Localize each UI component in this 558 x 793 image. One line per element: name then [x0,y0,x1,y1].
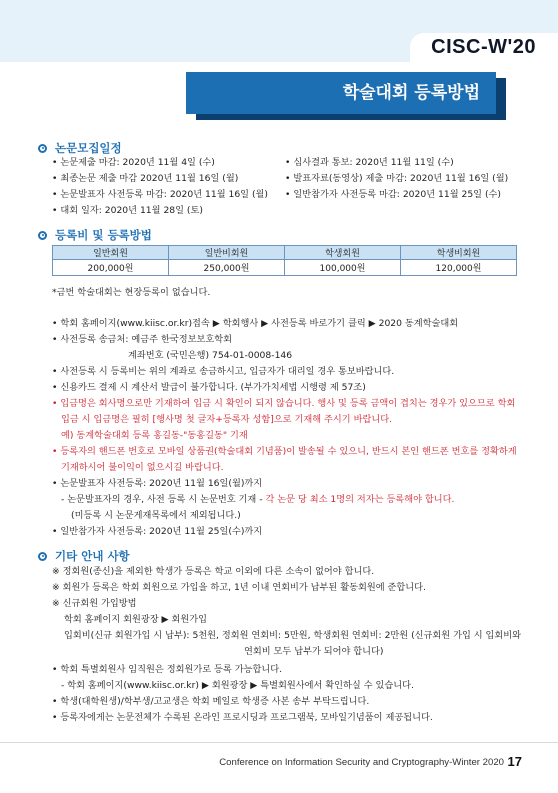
other-line: - 학회 홈페이지(www.kiisc.or.kr) ▶ 회원광장 ▶ 특별회원사에서 확인하실 수 있습니다. [61,680,414,691]
method-line-warning: • 등록자의 핸드폰 번호로 모바일 상품권(학술대회 기념품)이 발송될 수 있으니, 반드시 본인 핸드폰 번호를 정확하게 [52,446,517,457]
fee-table-row [53,260,517,276]
schedule-left-3: • 논문발표자 사전등록 마감: 2020년 11월 16일 (월) [52,189,269,200]
method-line: • 사전등록 시 등록비는 위의 계좌로 송금하시고, 입금자가 대리일 경우 통보바랍니다. [52,366,395,377]
target-bullet-icon [38,552,47,561]
other-line: ※ 회원가 등록은 학회 회원으로 가입을 하고, 1년 이내 연회비가 납부된 활동회원에 준합니다. [52,582,426,593]
schedule-left-2: • 최종논문 제출 마감 2020년 11월 16일 (월) [52,173,239,184]
method-line: • 논문발표자 사전등록: 2020년 11월 16일(월)까지 [52,478,263,489]
fee-table-header-row [53,246,517,260]
fee-header-cell: 학생비회원 [401,246,517,260]
fee-value-cell: 120,000원 [401,260,517,276]
section-heading-other [38,548,130,564]
method-line-part: - 논문발표자의 경우, 사전 등록 시 논문번호 기재 - [61,494,263,505]
schedule-left-1: • 논문제출 마감: 2020년 11월 4일 (수) [52,157,215,168]
schedule-right-3: • 일반참가자 사전등록 마감: 2020년 11월 25일 (수) [285,189,502,200]
fee-header-cell: 학생회원 [285,246,401,260]
page-number: 17 [507,754,522,769]
method-line-warning: 예) 동계학술대회 등록 홍길동-"동홍길동" 기재 [61,430,248,441]
section-title: 등록비 및 등록방법 [55,228,152,242]
other-line: 학회 홈페이지 회원광장 ▶ 회원가입 [64,614,207,625]
fee-value-cell: 200,000원 [53,260,169,276]
schedule-right-2: • 발표자료(동영상) 제출 마감: 2020년 11월 16일 (월) [285,173,509,184]
method-line: • 학회 홈페이지(www.kiisc.or.kr)접속 ▶ 학회행사 ▶ 사전등록 바로가기 클릭 ▶ 2020 동계학술대회 [52,318,459,329]
method-line: 계좌번호 (국민은행) 754-01-0008-146 [128,350,293,361]
section-title: 논문모집일정 [55,141,122,155]
other-line: 입회비(신규 회원가입 시 납부): 5천원, 정회원 연회비: 5만원, 학생회원 연회비: 2만원 (신규회원 가입 시 입회비와 [64,630,522,641]
brand-logo: CISC-W'20 [431,36,536,58]
other-line: • 학회 특별회원사 임직원은 정회원가로 등록 가능합니다. [52,664,282,675]
other-line: 연회비 모두 납부가 되어야 합니다) [244,646,384,657]
method-line: • 사전등록 송금처: 예금주 한국정보보호학회 [52,334,232,345]
other-line: • 학생(대학원생)/학부생/고교생은 학회 메일로 학생증 사본 송부 부탁드립니다. [52,696,370,707]
method-line: • 일반참가자 사전등록: 2020년 11월 25일(수)까지 [52,526,263,537]
fee-value-cell: 100,000원 [285,260,401,276]
footer-divider [0,742,558,743]
section-heading-schedule [38,140,122,156]
other-line: • 등록자에게는 논문전체가 수록된 온라인 프로시딩과 프로그램북, 모바일기념품이 제공됩니다. [52,712,433,723]
schedule-left-4: • 대회 일자: 2020년 11월 28일 (토) [52,205,203,216]
fee-value-cell: 250,000원 [169,260,285,276]
page-title: 학술대회 등록방법 [342,83,480,103]
fee-header-cell: 일반회원 [53,246,169,260]
method-line [61,494,454,506]
method-line-warning: 기재하시어 불이익이 없으시길 바랍니다. [61,462,224,473]
section-heading-fees [38,227,152,243]
fee-header-cell: 일반비회원 [169,246,285,260]
other-line: ※ 정회원(종신)을 제외한 학생가 등록은 학교 이외에 다른 소속이 없어야 합니다. [52,566,375,577]
method-line: (미등록 시 논문게재목록에서 제외됩니다.) [71,510,241,521]
method-line-warning: 입금 시 입금명은 필히 [행사명 첫 글자+등록자 성함]으로 기재해 주시기 바랍니다. [61,414,392,425]
fee-note: *금번 학술대회는 현장등록이 없습니다. [52,287,211,298]
schedule-right-1: • 심사결과 통보: 2020년 11월 11일 (수) [285,157,454,168]
method-line-warning-part: 각 논문 당 최소 1명의 저자는 등록해야 합니다. [265,494,455,505]
method-line: • 신용카드 결제 시 계산서 발급이 불가합니다. (부가가치세법 시행령 제 57조) [52,382,366,393]
method-line-warning: • 입금명은 회사명으로만 기재하여 입금 시 확인이 되지 않습니다. 행사 및 등록 금액이 겹치는 경우가 있으므로 학회 [52,398,516,409]
other-line: ※ 신규회원 가입방법 [52,598,137,609]
footer-text: Conference on Information Security and Cryptography-Winter 2020 [219,757,504,768]
section-title: 기타 안내 사항 [55,549,130,563]
target-bullet-icon [38,144,47,153]
fee-table [52,245,517,276]
target-bullet-icon [38,231,47,240]
